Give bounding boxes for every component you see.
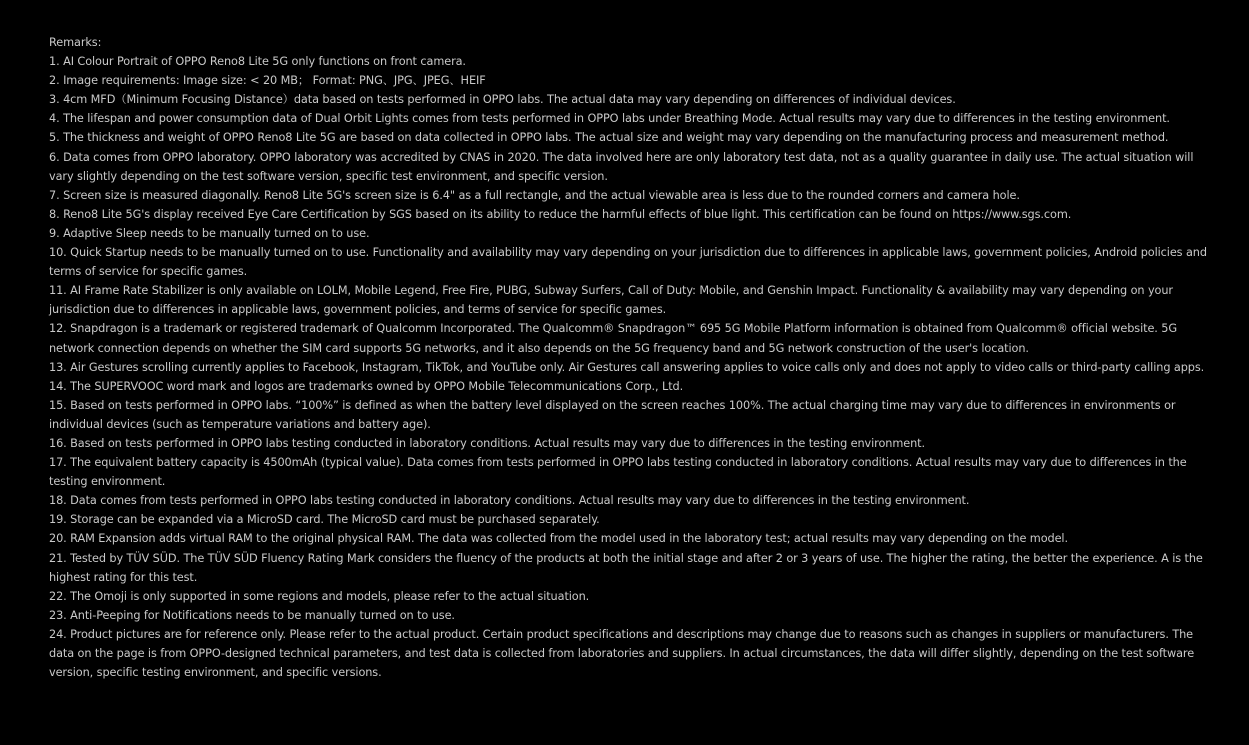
remark-item-16: 16. Based on tests performed in OPPO labs testing conducted in laboratory conditions. Actual results may vary due to differences in the testing environment. [49,436,925,450]
remark-item-13: 13. Air Gestures scrolling currently applies to Facebook, Instagram, TikTok, and YouTube only. Air Gestures call answering applies to voice calls only and does not apply to video calls or third-party calling apps. [49,360,1205,374]
remark-item-17: 17. The equivalent battery capacity is 4500mAh (typical value). Data comes from tests performed in OPPO labs testing conducted in laboratory conditions. Actual results may vary due to differences in the testing environment. [49,456,1187,489]
remarks-section [49,33,1209,682]
remark-item-2: 2. Image requirements: Image size: < 20 MB； Format: PNG、JPG、JPEG、HEIF [49,74,486,88]
remark-item-19: 19. Storage can be expanded via a MicroSD card. The MicroSD card must be purchased separately. [49,513,600,527]
remarks-list [49,52,1209,682]
remark-item-23: 23. Anti-Peeping for Notifications needs to be manually turned on to use. [49,608,455,622]
remark-item-24: 24. Product pictures are for reference only. Please refer to the actual product. Certain product specifications and descriptions may change due to reasons such as changes in suppliers or manufacturers. The data on the page is from OPPO-designed technical parameters, and test data is collected from laboratories and suppliers. In actual circumstances, the data will differ slightly, depending on the test software version, specific testing environment, and specific versions. [49,627,1195,680]
remark-item-11: 11. AI Frame Rate Stabilizer is only available on LOLM, Mobile Legend, Free Fire, PUBG, Subway Surfers, Call of Duty: Mobile, and Genshin Impact. Functionality & availability may vary depending on your jurisdiction due to differences in applicable laws, government policies, and terms of service for specific games. [49,284,1173,317]
remarks-title: Remarks: [49,36,102,49]
remark-item-7: 7. Screen size is measured diagonally. Reno8 Lite 5G's screen size is 6.4" as a full rectangle, and the actual viewable area is less due to the rounded corners and camera hole. [49,188,1020,202]
remark-item-18: 18. Data comes from tests performed in OPPO labs testing conducted in laboratory conditions. Actual results may vary due to differences in the testing environment. [49,494,970,508]
remark-item-1: 1. AI Colour Portrait of OPPO Reno8 Lite 5G only functions on front camera. [49,55,466,69]
remark-item-22: 22. The Omoji is only supported in some regions and models, please refer to the actual situation. [49,589,590,603]
remark-item-21: 21. Tested by TÜV SÜD. The TÜV SÜD Fluency Rating Mark considers the fluency of the products at both the initial stage and after 2 or 3 years of use. The higher the rating, the better the experience. A is the highest rating for this test. [49,551,1203,584]
remark-item-4: 4. The lifespan and power consumption data of Dual Orbit Lights comes from tests performed in OPPO labs under Breathing Mode. Actual results may vary due to differences in the testing environment. [49,112,1170,126]
remark-item-5: 5. The thickness and weight of OPPO Reno8 Lite 5G are based on data collected in OPPO labs. The actual size and weight may vary depending on the manufacturing process and measurement method. [49,131,1169,145]
remark-item-3: 3. 4cm MFD（Minimum Focusing Distance）data based on tests performed in OPPO labs. The actual data may vary depending on differences of individual devices. [49,93,956,107]
remark-item-6: 6. Data comes from OPPO laboratory. OPPO laboratory was accredited by CNAS in 2020. The data involved here are only laboratory test data, not as a quality guarantee in daily use. The actual situation will vary slightly depending on the test software version, specific test environment, and specific version. [49,150,1194,183]
remark-item-8: 8. Reno8 Lite 5G's display received Eye Care Certification by SGS based on its ability to reduce the harmful effects of blue light. This certification can be found on https://www.sgs.com. [49,207,1072,221]
remark-item-9: 9. Adaptive Sleep needs to be manually turned on to use. [49,226,370,240]
remark-item-14: 14. The SUPERVOOC word mark and logos are trademarks owned by OPPO Mobile Telecommunications Corp., Ltd. [49,379,684,393]
remark-item-12: 12. Snapdragon is a trademark or registered trademark of Qualcomm Incorporated. The Qualcomm® Snapdragon™ 695 5G Mobile Platform information is obtained from Qualcomm® official website. 5G network connection depends on whether the SIM card supports 5G networks, and it also depends on the 5G frequency band and 5G network construction of the user's location. [49,322,1178,355]
remark-item-10: 10. Quick Startup needs to be manually turned on to use. Functionality and availability may vary depending on your jurisdiction due to differences in applicable laws, government policies, Android policies and terms of service for specific games. [49,246,1207,279]
remark-item-20: 20. RAM Expansion adds virtual RAM to the original physical RAM. The data was collected from the model used in the laboratory test; actual results may vary depending on the model. [49,532,1068,546]
remark-item-15: 15. Based on tests performed in OPPO labs. “100%” is defined as when the battery level displayed on the screen reaches 100%. The actual charging time may vary due to differences in environments or individual devices (such as temperature variations and battery age). [49,398,1176,431]
